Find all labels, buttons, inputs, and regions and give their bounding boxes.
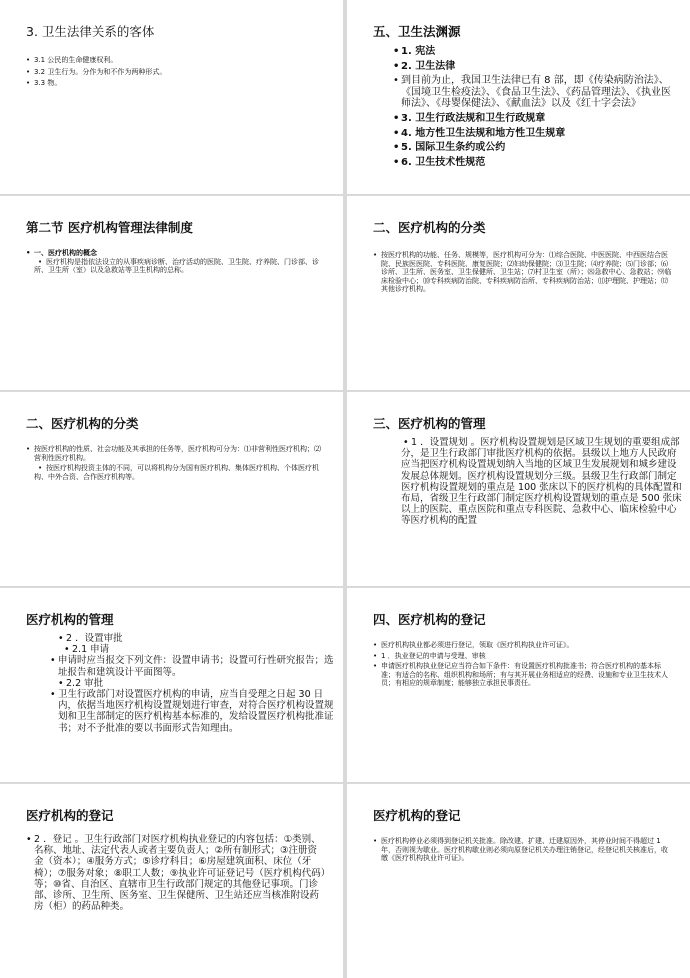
slide-title: 3. 卫生法律关系的客体 — [26, 24, 155, 39]
bullet-list — [373, 251, 673, 294]
list-item: • 申请时应当报交下列文件：设置申请书；设置可行性研究报告；选址报告和建筑设计平面图等。 — [50, 655, 336, 677]
list-item: • 1 ．执业登记的申请与受理、审核 — [373, 652, 673, 661]
slide-management-planning — [347, 392, 690, 586]
list-item: • 一、医疗机构的概念 — [26, 249, 326, 258]
bullet-list — [373, 837, 673, 863]
list-item: • 按医疗机构的功能、任务、规模等，医疗机构可分为：⑴综合医院、中医医院、中西医结合医院、民族医医院、专科医院、康复医院；⑵妇幼保健院；⑶卫生院；⑷疗养院；⑸门诊部；⑹诊所、卫生所、医务室、卫生保健所、卫生站；⑺村卫生室（所）；⑻急救中心、急救站；⑼临床检验中心；⑽专科疾病防治院、专科疾病防治所、专科疾病防治站；⑾护理院、护理站；⑿其他诊疗机构。 — [373, 251, 673, 294]
slide-title: 二、医疗机构的分类 — [26, 416, 139, 431]
list-item: • 3.1 公民的生命健康权利。 — [26, 56, 326, 65]
list-item: • 医疗机构停业必须得到登记机关批准。除改建、扩建、迁建原因外，其停业时间不得超过 1 年，否则视为歇业。医疗机构歇业则必须向原登记机关办理注销登记，经登记机关核准后，收缴《医疗机构执业许可证》。 — [373, 837, 673, 863]
list-item: • 3.3 物。 — [26, 79, 326, 88]
slide-title: 五、卫生法渊源 — [373, 24, 461, 39]
slide-registration-3 — [347, 784, 690, 978]
slide-title: 医疗机构的管理 — [26, 612, 114, 627]
bullet-list — [26, 834, 326, 912]
slide-title: 医疗机构的登记 — [373, 808, 461, 823]
list-item: • 按医疗机构的性质、社会功能及其承担的任务等，医疗机构可分为：⑴非营利性医疗机构；⑵营利性医疗机构。 — [26, 445, 326, 462]
list-item: • 1 ．设置规划 。医疗机构设置规划是区域卫生规划的重要组成部分，是卫生行政部门审批医疗机构的依据。县级以上地方人民政府应当把医疗机构设置规划纳入当地的区域卫生发展规划和城乡建设发展总体规划。医疗机构设置规划分三级。县级卫生行政部门制定医疗机构设置规划的重点是 100 张床以下的医疗机构的具体配置和布局，省级卫生行政部门制定医疗机构设置规划的重点是 500 张床以上的医院、重点医院和重点专科医院、急救中心、临床检验中心等医疗机构的配置 — [393, 437, 683, 527]
slide-title: 三、医疗机构的管理 — [373, 416, 486, 431]
slide-section-two — [0, 196, 343, 390]
list-item: • 3.2 卫生行为。分作为和不作为两种形式。 — [26, 68, 326, 77]
slide-health-law-sources — [347, 0, 690, 194]
list-item: • 4. 地方性卫生法规和地方性卫生规章 — [393, 128, 673, 140]
list-item: • 6. 卫生技术性规范 — [393, 157, 673, 169]
slide-title: 四、医疗机构的登记 — [373, 612, 486, 627]
bullet-list — [393, 437, 683, 527]
bullet-list — [50, 633, 336, 734]
list-item: • 2. 卫生法律 — [393, 61, 673, 73]
list-item: • 2.1 申请 — [50, 644, 336, 655]
slide-management-approval — [0, 588, 343, 782]
bullet-list — [373, 641, 673, 688]
list-item: • 医疗机构是指依法设立的从事疾病诊断、治疗活动的医院、卫生院、疗养院、门诊部、诊所、卫生所（室）以及急救站等卫生机构的总称。 — [26, 258, 326, 275]
list-item: • 2 ．设置审批 — [50, 633, 336, 644]
list-item: • 3. 卫生行政法规和卫生行政规章 — [393, 113, 673, 125]
slide-registration-1 — [347, 588, 690, 782]
list-item: • 申请医疗机构执业登记应当符合如下条件：有设置医疗机构批准书；符合医疗机构的基本标准；有适合的名称、组织机构和场所；有与其开展业务相适应的经费、设施和专业卫生技术人员；有相应的规章制度；能够独立承担民事责任。 — [373, 662, 673, 688]
list-item: • 到目前为止，我国卫生法律已有 8 部，即《传染病防治法》、《国境卫生检疫法》、《食品卫生法》、《药品管理法》、《执业医师法》、《母婴保健法》、《献血法》以及《红十字会法》 — [393, 75, 673, 110]
bullet-list — [26, 445, 326, 481]
list-item: • 2.2 审批 — [50, 678, 336, 689]
slide-registration-2 — [0, 784, 343, 978]
slide-classification-2 — [0, 392, 343, 586]
list-item: • 按医疗机构投资主体的不同，可以将机构分为国有医疗机构、集体医疗机构、个体医疗机构、中外合资、合作医疗机构等。 — [26, 464, 326, 481]
bullet-list — [26, 56, 326, 88]
slide-title: 医疗机构的登记 — [26, 808, 114, 823]
list-item: • 卫生行政部门对设置医疗机构的申请，应当自受理之日起 30 日内，依据当地医疗机构设置规划进行审查，对符合医疗机构设置规划和卫生部制定的医疗机构基本标准的，发给设置医疗机构批准证书；对不予批准的要以书面形式告知理由。 — [50, 689, 336, 734]
list-item: • 2 ．登记 。卫生行政部门对医疗机构执业登记的内容包括：①类别、名称、地址、法定代表人或者主要负责人；②所有制形式；③注册资金（资本）；④服务方式；⑤诊疗科目；⑥房屋建筑面积、床位（牙椅）；⑦服务对象；⑧职工人数；⑨执业许可证登记号（医疗机构代码）等；⑩省、自治区、直辖市卫生行政部门规定的其他登记事项。门诊部、诊所、卫生所、医务室、卫生保健所、卫生站还应当核准附设药房（柜）的药品种类。 — [26, 834, 326, 912]
slide-classification-1 — [347, 196, 690, 390]
slide-title: 二、医疗机构的分类 — [373, 220, 486, 235]
list-item: • 医疗机构执业都必须进行登记，领取《医疗机构执业许可证》。 — [373, 641, 673, 650]
list-item: • 5. 国际卫生条约或公约 — [393, 142, 673, 154]
bullet-list — [26, 249, 326, 275]
slide-title: 第二节 医疗机构管理法律制度 — [26, 220, 193, 235]
slide-legal-relation-object — [0, 0, 343, 194]
bullet-list — [393, 46, 673, 168]
list-item: • 1. 宪法 — [393, 46, 673, 58]
